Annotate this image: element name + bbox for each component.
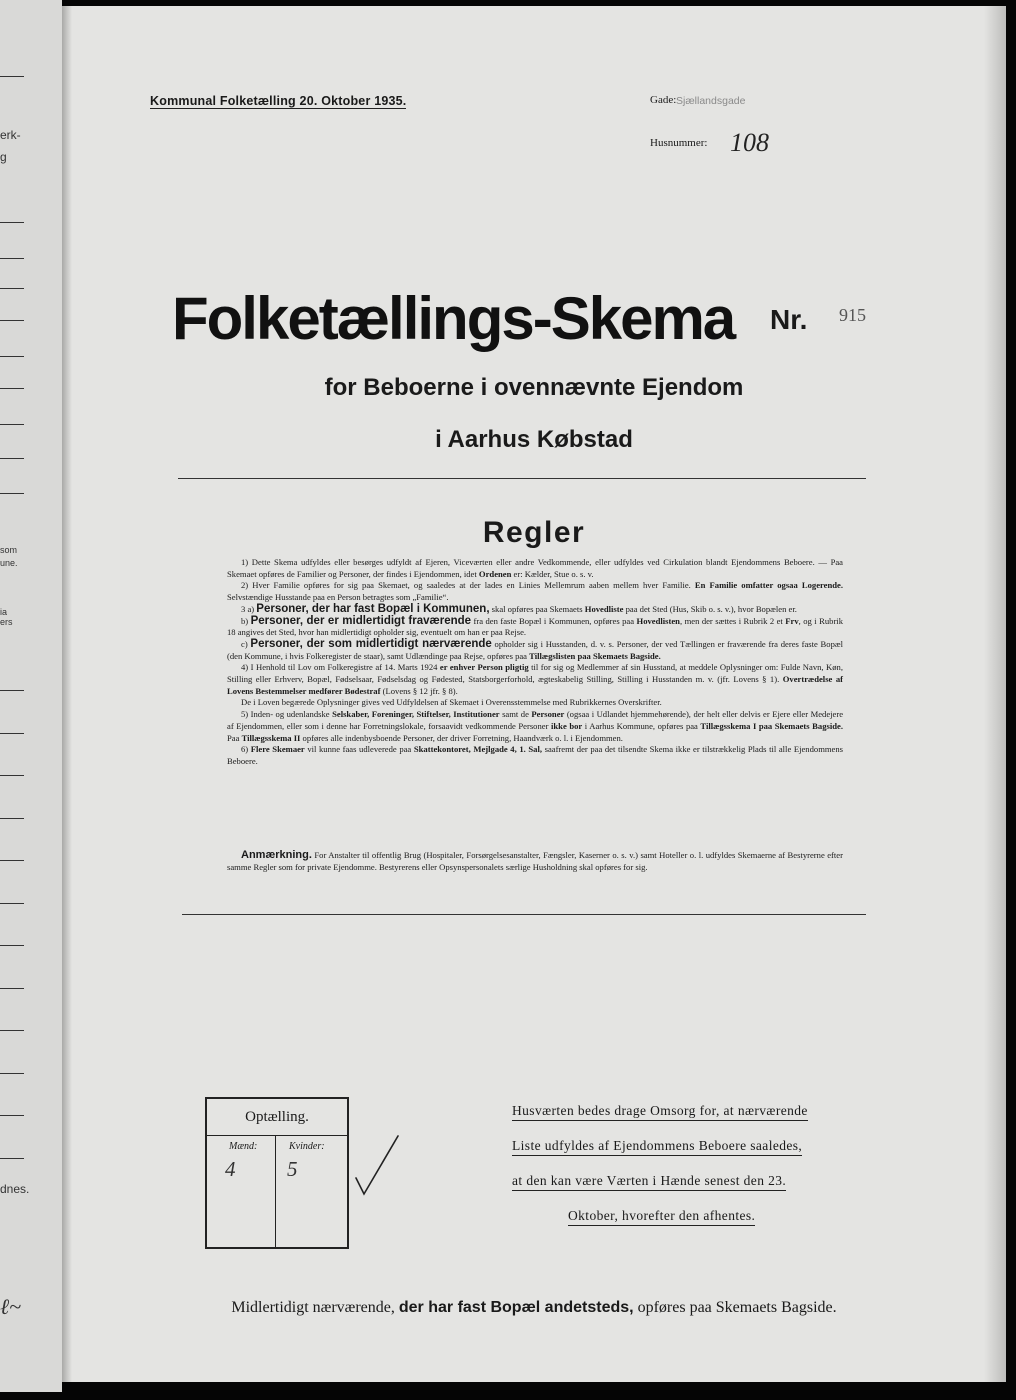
house-number-handwritten: 108 [730, 128, 769, 157]
instruction-line: Husværten bedes drage Omsorg for, at nærværende [512, 1102, 808, 1121]
rule-line [0, 1158, 24, 1159]
rule-line [0, 1115, 24, 1116]
count-box [205, 1097, 349, 1249]
rule-4-note: De i Loven begærede Oplysninger gives ved Udfyldelsen af Skemaet i Overensstemmelse med Rubrikkernes Overskrifter. [241, 697, 662, 708]
page-fragment: som [0, 545, 18, 555]
divider-line [182, 914, 866, 915]
rules-heading: Regler [482, 516, 586, 549]
footer-note: Midlertidigt nærværende, der har fast Bopæl andetsteds, opføres paa Skemaets Bagside. [231, 1299, 837, 1316]
previous-page-strip [0, 0, 62, 1392]
instruction-line: at den kan være Værten i Hænde senest den 23. [512, 1172, 786, 1191]
annotation-note: Anmærkning. For Anstalter til offentlig Brug (Hospitaler, Forsørgelsesanstalter, Fængsler, Kaserner o. s. v.) samt Hoteller o. l. udfyldes Skemaerne af Bestyrerne efter samme Regler som for private Ejendomme. Bestyrerens eller Opsynspersonalets særlige Husholdning skal opføres for sig. [227, 849, 843, 872]
rule-line [0, 424, 24, 425]
rule-4: 4) I Henhold til Lov om Folkeregistre af 14. Marts 1924 er enhver Person pligtig til for sig og Medlemmer af sin Husstand, at meddele Oplysninger om: Fulde Navn, Køn, Stilling eller Erhverv, Bopæl, Fødselsaar, Fødselsdag og Fødested, Statsborgerforhold, ægteskabelig Stilling, Stilling i Husstanden m. v. (jfr. Lovens § 1). Overtrædelse af Lovens Bestemmelser medfører Bødestraf (Lovens § 12 jfr. § 8). [227, 662, 843, 696]
rule-line [0, 860, 24, 861]
men-count: 4 [225, 1157, 236, 1181]
rule-2: 2) Hver Familie opføres for sig paa Skemaet, og saaledes at der lades en Linies Mellemrum aaben mellem hver Familie. En Familie omfatter ogsaa Logerende. Selvstændige Husstande paa en Person betragtes som „Familie“. [227, 580, 843, 603]
women-count: 5 [287, 1157, 298, 1181]
form-municipality: i Aarhus Købstad [435, 426, 633, 453]
page-fragment: g [0, 150, 7, 164]
rule-line [0, 458, 24, 459]
rule-3a: 3 a) Personer, der har fast Bopæl i Kommunen, skal opføres paa Skemaets Hovedliste paa det Sted (Hus, Skib o. s. v.), hvor Bopælen er. [241, 602, 797, 615]
women-label: Kvinder: [289, 1141, 325, 1152]
rule-line [0, 775, 24, 776]
page-fragment: dnes. [0, 1182, 30, 1196]
instruction-line: Oktober, hvorefter den afhentes. [568, 1207, 755, 1226]
rule-line [0, 988, 24, 989]
rule-line [0, 818, 24, 819]
rule-line [0, 733, 24, 734]
page-fragment: une. [0, 558, 18, 568]
form-title: Folketællings-Skema [172, 285, 735, 352]
divider-line [178, 478, 866, 479]
rule-line [0, 1030, 24, 1031]
census-date-line: Kommunal Folketælling 20. Oktober 1935. [150, 94, 407, 108]
rule-line [0, 493, 24, 494]
men-label: Mænd: [229, 1141, 258, 1152]
page-edge-shadow [984, 6, 1006, 1382]
rule-line [0, 76, 24, 77]
rule-line [0, 356, 24, 357]
rule-5: 5) Inden- og udenlandske Selskaber, Foreninger, Stiftelser, Institutioner samt de Personer (ogsaa i Udlandet hjemmehørende), der helt eller delvis er Ejere eller Medejere af Ejendommen, eller som i denne har Forretningslokale, forsaavidt vedkommende Personer ikke bor i Aarhus Kommune, opføres paa Tillægsskema I paa Skemaets Bagside. Paa Tillægsskema II opføres alle indenbysboende Personer, der driver Forretning, Haandværk o. l. i Ejendommen. [227, 709, 844, 743]
rule-3b: b) Personer, der er midlertidigt fraværende fra den faste Bopæl i Kommunen, opføres paa Hovedlisten, men der sættes i Rubrik 2 et Frv, og i Rubrik 18 angives det Sted, hvor han midlertidigt opholder sig, eventuelt om han er paa Rejse. [227, 614, 843, 638]
rule-line [0, 320, 24, 321]
rule-line [0, 222, 24, 223]
instruction-line: Liste udfyldes af Ejendommens Beboere saaledes, [512, 1137, 802, 1156]
page-fragment: erk- [0, 128, 21, 142]
rule-line [0, 945, 24, 946]
street-stamp: Sjællandsgade [676, 95, 746, 107]
rule-3c: c) Personer, der som midlertidigt nærværende opholder sig i Husstanden, d. v. s. Personer, der ved Tællingen er fraværende fra deres faste Bopæl (den Kommune, i hvis Folkeregister de staar), samt Udlændinge paa Rejse, opføres paa Tillægslisten paa Skemaets Bagside. [227, 637, 843, 661]
rule-line [0, 1073, 24, 1074]
page-fragment: ia [0, 607, 8, 617]
house-number-label: Husnummer: [650, 137, 708, 149]
rule-line [0, 903, 24, 904]
count-box-title: Optælling. [207, 1099, 347, 1136]
rule-line [0, 258, 24, 259]
checkmark-icon [354, 1134, 402, 1198]
page-spine-shadow [62, 6, 72, 1382]
count-box-divider [275, 1136, 276, 1247]
page-fragment: ers [0, 617, 13, 627]
street-label: Gade: [650, 94, 677, 106]
handwritten-signature: ℓ~ [0, 1294, 22, 1319]
form-number-label: Nr. [770, 304, 808, 335]
rule-line [0, 288, 24, 289]
rules-text [227, 557, 843, 768]
rule-6: 6) Flere Skemaer vil kunne faas udleverede paa Skattekontoret, Mejlgade 4, 1. Sal, saafremt der paa det tilsendte Skema ikke er tilstrækkelig Plads til alle Ejendommens Beboere. [227, 744, 844, 766]
rule-line [0, 690, 24, 691]
rule-line [0, 388, 24, 389]
form-number: 915 [839, 305, 866, 325]
rule-1: 1) Dette Skema udfyldes eller besørges udfyldt af Ejeren, Viceværten eller andre Vedkommende, eller udfyldes ved Cirkulation blandt Ejendommens Beboere. — Paa Skemaet opføres de Familier og Personer, der findes i Ejendommen, idet Ordenen er: Kælder, Stue o. s. v. [227, 557, 843, 579]
form-subtitle: for Beboerne i ovennævnte Ejendom [324, 374, 744, 401]
census-form-page [62, 6, 1006, 1382]
